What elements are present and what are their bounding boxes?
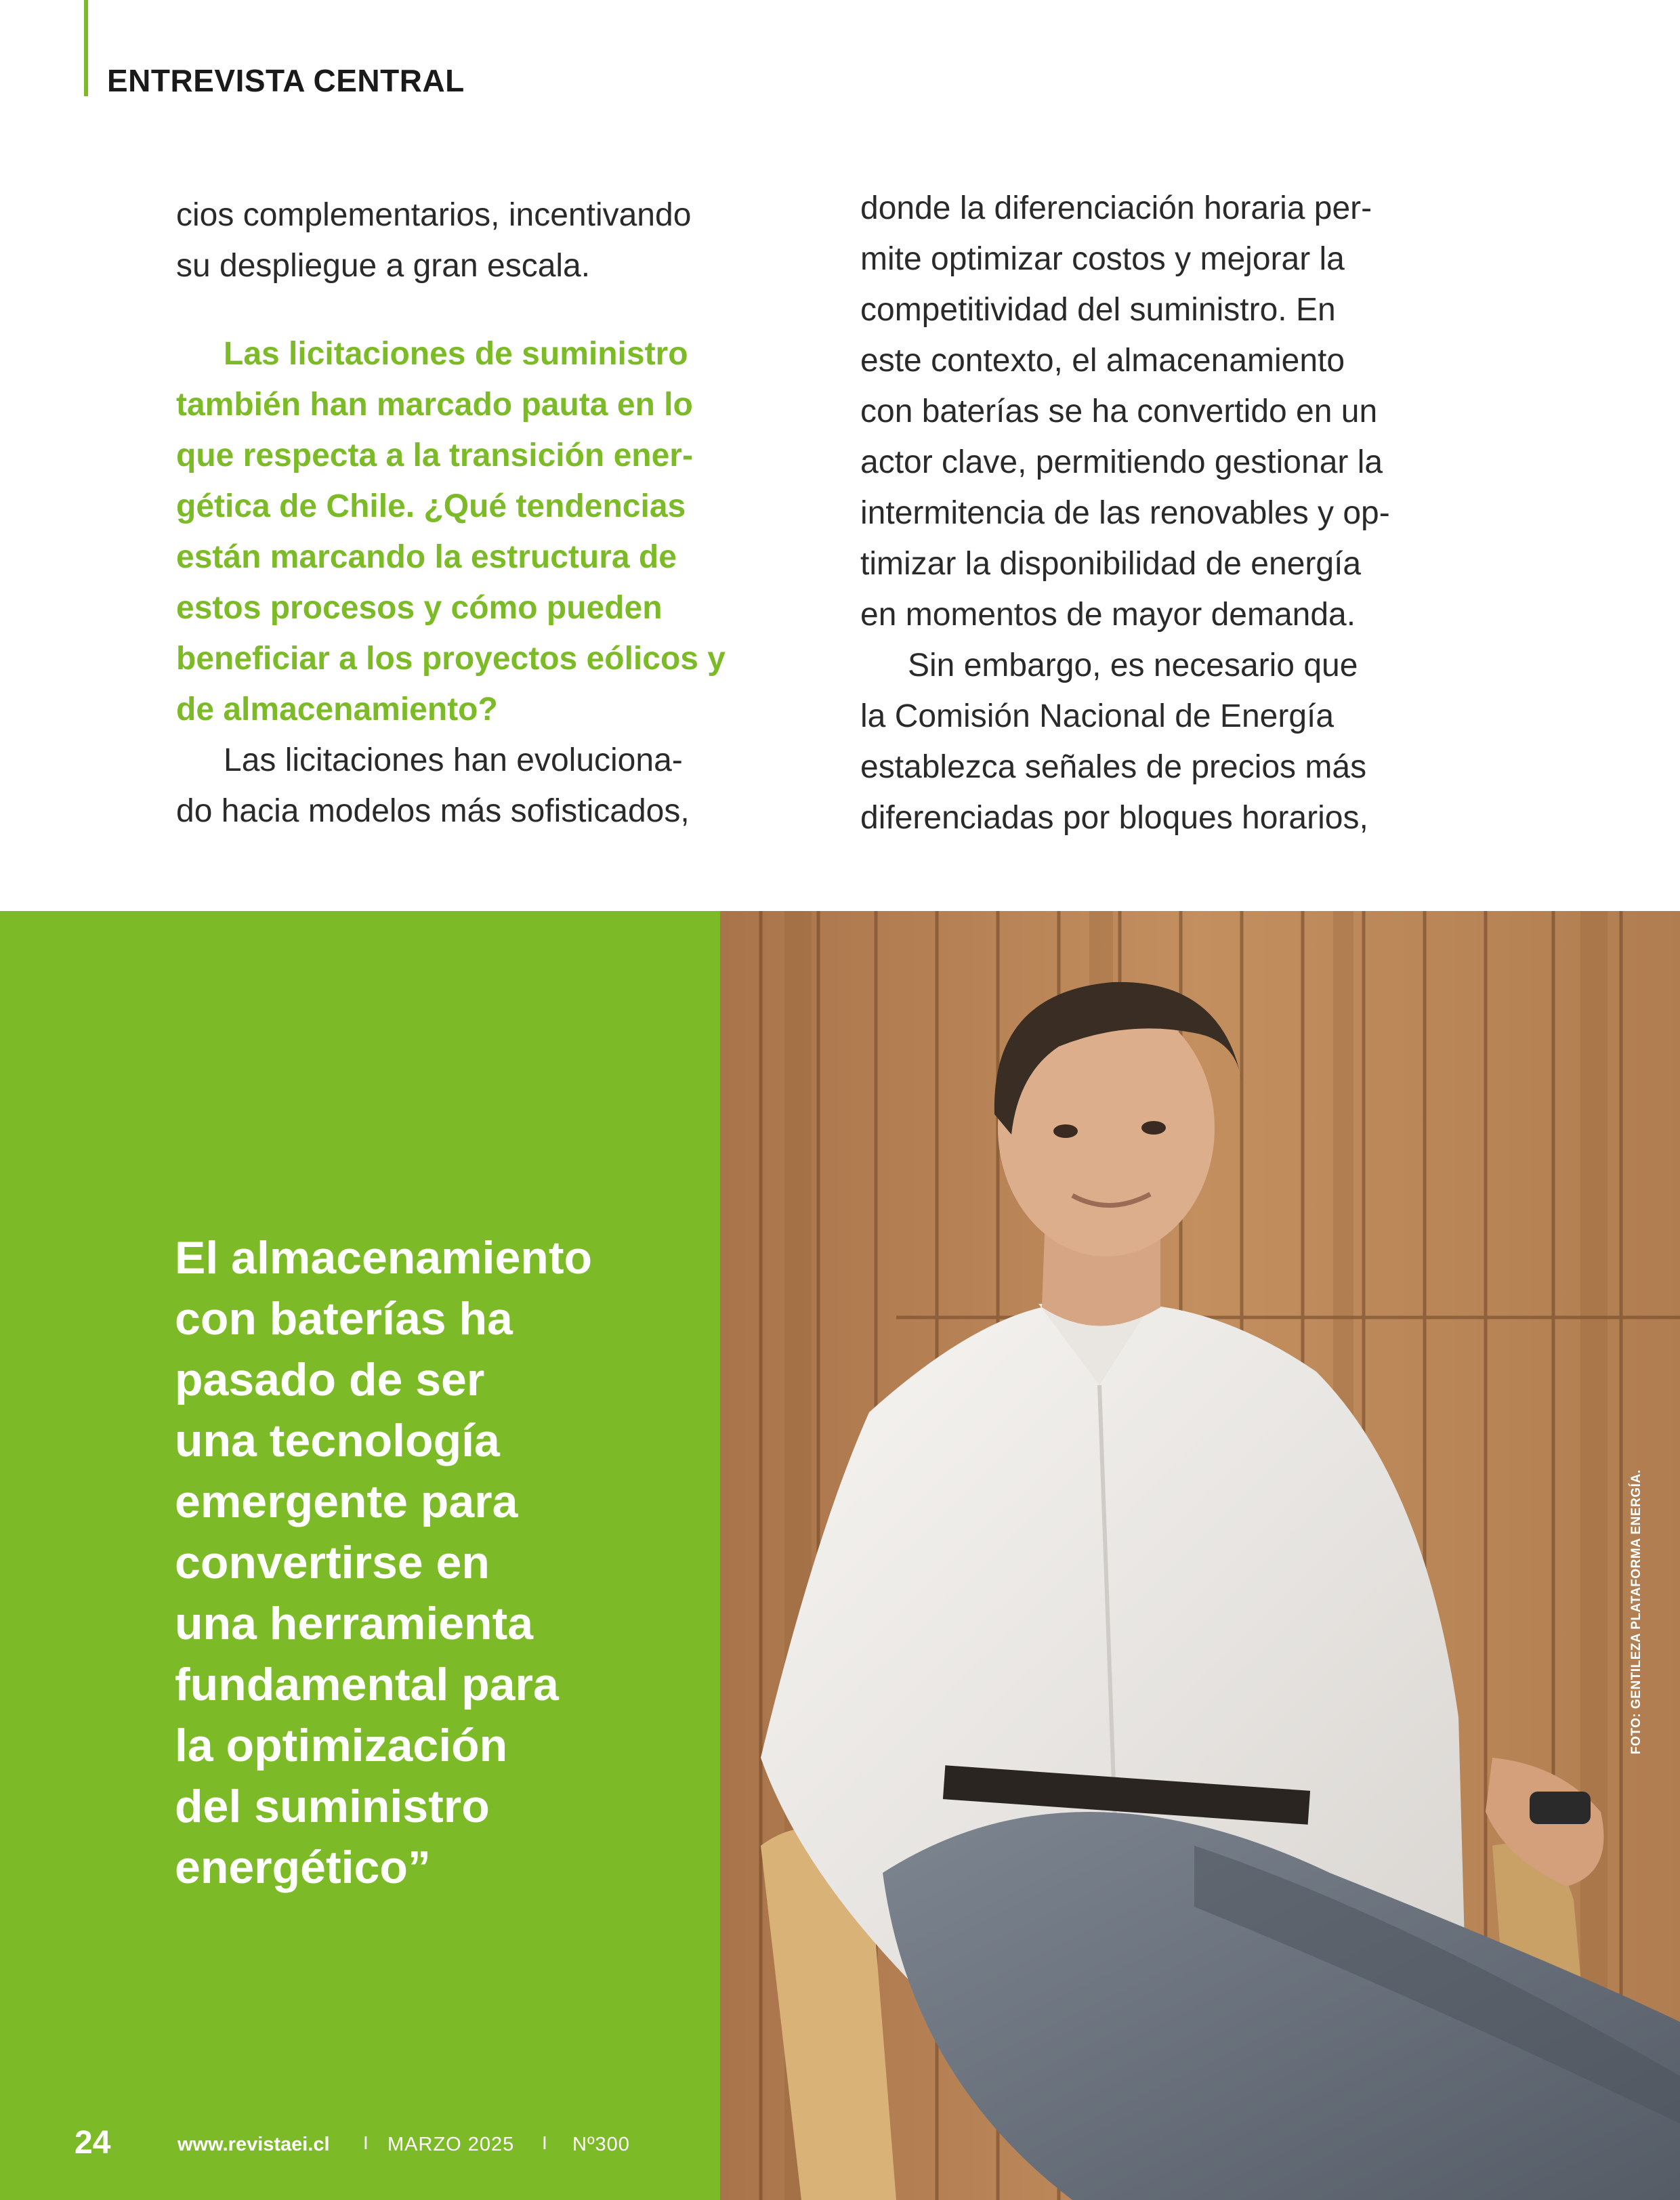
pullquote-line: con baterías ha [175, 1293, 513, 1345]
body-line: en momentos de mayor demanda. [860, 597, 1356, 633]
body-line: mite optimizar costos y mejorar la [860, 241, 1345, 277]
pullquote-line: emergente para [175, 1476, 518, 1527]
pullquote [175, 1227, 592, 1898]
pullquote-line: fundamental para [175, 1659, 559, 1710]
body-line: la Comisión Nacional de Energía [860, 698, 1335, 734]
body-line: donde la diferenciación horaria per- [860, 190, 1372, 226]
body-line: con baterías se ha convertido en un [860, 394, 1378, 429]
question-line: gética de Chile. ¿Qué tendencias [176, 488, 686, 524]
pullquote-line: del suministro [175, 1781, 490, 1832]
answer-line: Las licitaciones han evoluciona- [224, 742, 683, 778]
body-line: su despliegue a gran escala. [176, 248, 591, 284]
pullquote-line: una tecnología [175, 1415, 500, 1466]
pullquote-line: una herramienta [175, 1598, 534, 1649]
question-line: beneficiar a los proyectos eólicos y [176, 641, 726, 677]
question-line: estos procesos y cómo pueden [176, 590, 663, 626]
pullquote-line: convertirse en [175, 1537, 490, 1588]
photo-credit: FOTO: GENTILEZA PLATAFORMA ENERGÍA. [1629, 1469, 1643, 1754]
body-line: actor clave, permitiendo gestionar la [860, 444, 1383, 480]
body-line: establezca señales de precios más [860, 749, 1367, 785]
page-number: 24 [75, 2125, 111, 2161]
pullquote-line: pasado de ser [175, 1354, 485, 1405]
footer-website[interactable]: www.revistaei.cl [177, 2134, 330, 2155]
pullquote-line: la optimización [175, 1720, 508, 1771]
pullquote-line: El almacenamiento [175, 1232, 593, 1284]
question-line: que respecta a la transición ener- [176, 438, 693, 473]
section-title: ENTREVISTA CENTRAL [107, 63, 465, 98]
pullquote-line: energético” [175, 1842, 431, 1893]
interviewee-photo [720, 911, 1680, 2200]
left-text-column [176, 190, 806, 837]
footer-separator: I [542, 2132, 547, 2153]
body-line: Sin embargo, es necesario que [908, 648, 1358, 683]
body-line: diferenciadas por bloques horarios, [860, 800, 1368, 836]
question-line: están marcando la estructura de [176, 539, 677, 575]
question-line: de almacenamiento? [176, 692, 498, 727]
right-text-column [860, 183, 1490, 843]
answer-line: do hacia modelos más sofisticados, [176, 793, 690, 829]
body-line: intermitencia de las renovables y op- [860, 495, 1390, 531]
footer-date: MARZO 2025 [387, 2134, 515, 2155]
footer-separator: I [363, 2132, 369, 2153]
body-line: este contexto, el almacenamiento [860, 343, 1345, 379]
question-line: también han marcado pauta en lo [176, 387, 693, 423]
question-line: Las licitaciones de suministro [224, 336, 688, 372]
section-accent-bar [84, 0, 88, 96]
body-line: cios complementarios, incentivando [176, 197, 692, 233]
body-line: timizar la disponibilidad de energía [860, 546, 1362, 582]
body-line: competitividad del suministro. En [860, 292, 1336, 328]
footer-issue-number: Nº300 [572, 2134, 630, 2155]
